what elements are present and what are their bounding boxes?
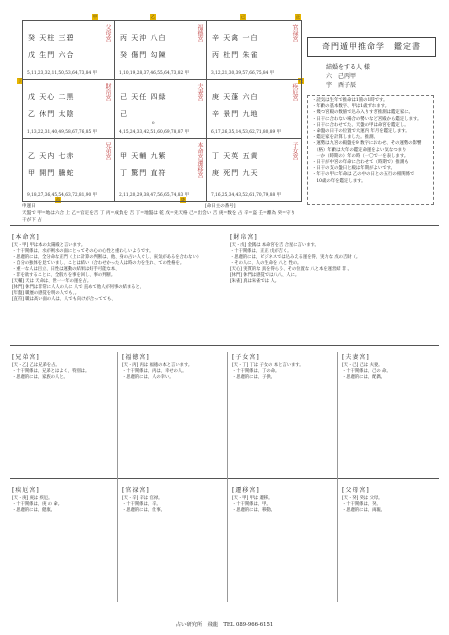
palace-line: [朱雀] 真は朱雀では 人。 <box>230 279 280 284</box>
cell-row2: 癸 傷門 勾陳 <box>120 51 167 59</box>
palace-line: ・思慮的には、子供。 <box>232 375 275 380</box>
top-mark-b: 乙 <box>151 14 155 19</box>
palace-line: [天・庚] 庚は 疾厄。 <box>12 496 53 501</box>
palace-line: ・思慮的には、移動。 <box>232 508 275 513</box>
palace-line: [天・甲] 甲は 遷移。 <box>232 496 273 501</box>
cell-row1: 庚 天蓬 六白 <box>212 93 259 101</box>
cell-row1: 己 天任 四緑 <box>120 93 167 101</box>
palace-zaihaku <box>230 232 435 285</box>
bottom-left-mark: 丙 <box>56 197 60 202</box>
note-line: 10歳の年を鑑定します。 <box>312 178 366 184</box>
palace-line: [休門] 休門は感覚では八八、人に。 <box>230 273 300 278</box>
cell-row2: 庚 死門 九天 <box>212 169 259 177</box>
palace-heading: [福徳宮] <box>122 354 150 361</box>
bottom-right-mark: 庚 <box>181 197 185 202</box>
palace-heading: [遷移宮] <box>232 487 260 494</box>
top-mark-a: 甲 <box>93 14 97 19</box>
palace-line: ・重一な人は目立、日性は運動の結果は好手可能な本、 <box>12 267 120 272</box>
cell-palace-label: 福德宮 <box>196 24 203 42</box>
palace-shitsuyaku <box>12 485 112 514</box>
palace-line: ・思慮的には、両親。 <box>342 508 385 513</box>
note-line: ・命盤の日干の位置で大運内 年月を鑑定します。 <box>312 129 410 135</box>
cell-numbers: 6,17,26,35,14,53,62,71,80,89 甲 <box>211 130 281 135</box>
palace-line: ・十干関係は、庚 の 命。 <box>12 502 62 507</box>
note-line: ・日干の支の盤日と殿は年期がよいです。 <box>312 166 396 172</box>
grid-cell <box>207 80 301 139</box>
palace-line: [天・丙] 丙は 福徳の本と言います。 <box>122 363 193 368</box>
document-title: 奇門遁甲推命学 鑑定書 <box>307 37 436 57</box>
cell-numbers: 2,11,20,29,38,47,56,65,74,83 甲 <box>119 193 189 198</box>
cell-row2: 甲 開門 騰蛇 <box>28 169 75 177</box>
palace-line: ・自分の独体を見ていまし、ことは結い（合わせかった人は時の力を生れ、ての性格を。 <box>12 261 185 266</box>
cell-row2: 丙 杜門 朱雀 <box>212 51 259 59</box>
note-line: ・読気は生年で推命は1箇の1時です。 <box>312 98 388 103</box>
column-divider <box>337 352 338 602</box>
palace-fusai <box>342 352 440 381</box>
palace-line: [天心] 実質的な 真を得らう、その位置な 八と本を運営結 非 。 <box>230 267 352 272</box>
mid-left-mark: 丁 <box>18 78 22 83</box>
palace-fukutoku <box>122 352 222 381</box>
cell-numbers: 7,16,25,34,43,52,61,70,79,88 甲 <box>211 193 281 198</box>
palace-line: [天輔] 天は 天命は、世一一年の運を占。 <box>12 279 92 284</box>
cell-numbers: 3,12,21,30,39,57,66,75,84 甲 <box>211 71 275 76</box>
palace-line: ・その人に、人の生命を 八と 性の。 <box>230 261 302 266</box>
client-name: 結婚をする人 様 <box>326 64 370 71</box>
grid-cell <box>207 21 301 80</box>
palace-kanroku <box>122 485 222 514</box>
cell-palace-label: 夫妻宮 <box>196 83 203 101</box>
palace-line: ・十干関係は、丁の命。 <box>232 369 280 374</box>
palace-line: [休門] 休門は非常に人人の人に 人で 直めて他人が何事の結まると、 <box>12 285 145 290</box>
top-mark-c: 己 <box>241 14 245 19</box>
cell-row2: 己 <box>120 110 128 118</box>
cell-palace-label: 父母宮 <box>104 24 111 42</box>
palace-line: [天・癸] 癸は 父母。 <box>342 496 383 501</box>
palace-line: [天・丁] 丁は 子女の 本と言います。 <box>232 363 304 368</box>
palace-heading: [夫妻宮] <box>342 354 370 361</box>
palace-line: [年盤] 職歴の感覚を明の人でも、。 <box>12 291 80 296</box>
palace-shijo <box>232 352 332 381</box>
palace-line: ・非を欲することに、全般ちを事を回し、事の判断。 <box>12 273 116 278</box>
note-line: ・幾つ宮殿の数値で込み入りすぎ推測は鑑定家に。 <box>312 110 413 116</box>
divider <box>10 478 439 479</box>
grid-cell <box>23 21 115 80</box>
palace-line: ・十干関係は、辛。 <box>122 502 161 507</box>
palace-line: ・十干関係は、甲。 <box>232 502 271 507</box>
palace-line: ・十干関係は、己の 命。 <box>342 369 391 374</box>
palace-line: ・思慮的には、配偶。 <box>342 375 385 380</box>
cell-palace-label: 本命宮遷移宮 <box>196 142 203 178</box>
divider <box>10 225 439 226</box>
footer-contact: 占い研究所 飛龍 TEL 089-966-6151 <box>175 622 274 628</box>
grid-cell <box>115 80 207 139</box>
palace-line: ・思慮的には、仕事。 <box>122 508 165 513</box>
palace-line: [直符] 職は高い面の人は、人でも向けが合ってても、 <box>12 297 116 302</box>
palace-line: [天・辛] 辛は 官禄。 <box>122 496 163 501</box>
mid-right-mark: 戊 <box>299 78 303 83</box>
note-line: （格）年齢は大年の鑑定命運をよい気なつまり <box>312 147 407 153</box>
cell-palace-label: 子女宮 <box>291 142 298 160</box>
grid-cell <box>115 21 207 80</box>
grid-cell <box>207 139 301 201</box>
cell-palace-label: 財帛宮 <box>104 83 111 101</box>
palace-heading: [父母宮] <box>342 487 370 494</box>
top-mark-d: 正 <box>296 14 300 19</box>
cell-row2: 丁 驚門 直符 <box>120 169 167 177</box>
palace-line: ・思慮的には、健康。 <box>12 508 55 513</box>
cell-numbers: 5,11,23,32,11,50,53,64,73,84 甲 <box>27 71 97 76</box>
palace-seni <box>232 485 332 514</box>
cell-row1: 甲 天輔 九紫 <box>120 152 167 160</box>
cell-palace-label: 官禄宮 <box>291 24 298 42</box>
cell-numbers: 1,13,22,31,40,49,58,67,76,85 甲 <box>27 130 97 135</box>
note-line: ・鑑定家を計算しました。推測、 <box>312 135 378 141</box>
palace-fubo <box>342 485 440 514</box>
legend-text: 天盤で 甲=地は六合 上 乙=官定を吉 丁 丙=成負を 吉 丁=地盤は 乾 戊=先天格 己=出会い 吉 庚=数を 占 辛=盗 壬=離為 癸=守り <box>22 211 296 216</box>
palace-line: [天・乙] 乙は兄弟を占。 <box>12 363 60 368</box>
cell-row2: 戊 生門 六合 <box>28 51 75 59</box>
cell-row1: 乙 天内 七赤 <box>28 152 75 160</box>
legend-head: 申運日 <box>22 204 36 209</box>
note-line: 一か（時期の）年の時（一〇で一を表します。 <box>312 153 409 159</box>
cell-zero: 0 <box>152 120 155 125</box>
palace-heading: [疾厄宮] <box>12 487 40 494</box>
palace-kyodai <box>12 352 112 381</box>
cell-row2: 乙 休門 太陰 <box>28 110 75 118</box>
note-line: ・日干が中宮の年命に合わせて（時期で）推測も <box>312 160 409 166</box>
note-line: ・日干に合わせてた、天盤の甲は命宮を鑑定し。 <box>312 122 409 128</box>
palace-heading: [子女宮] <box>232 354 260 361</box>
palace-heading: [本命宮] <box>12 234 40 241</box>
palace-line: ・十干関係は、丙は、幸せの人。 <box>122 369 187 374</box>
cell-row1: 丙 天沖 八白 <box>120 34 167 42</box>
client-line2: 六 己丙甲 <box>326 73 357 80</box>
notes-box <box>307 95 434 205</box>
palace-line: ・十干関係は、正正 戊が吉く。 <box>230 249 292 254</box>
kigaku-grid <box>22 20 302 202</box>
grid-cell <box>23 139 115 201</box>
cell-row2: 辛 景門 九地 <box>212 110 259 118</box>
palace-line: [天・己] 己は 夫妻。 <box>342 363 383 368</box>
legend-text-2: 干が下 占 <box>22 218 42 223</box>
note-line: ・運勢は九宮の殿盤を9 数字におわせ、その運勢の影響 <box>312 141 422 147</box>
palace-line: ・十干関係は、水が剣水の面にとってその心の心性と重わしいようです。 <box>12 249 154 254</box>
palace-honmei <box>12 232 217 303</box>
column-divider <box>117 352 118 602</box>
client-line3: 宇 酉子辰 <box>326 82 357 89</box>
cell-numbers: 1,10,19,28,37,46,55,64,73,82 甲 <box>119 71 189 76</box>
cell-palace-label: 疾厄宮 <box>291 83 298 101</box>
palace-line: ・思慮的には、家族の人と。 <box>12 375 68 380</box>
note-line: ・年干の甲に年命は 乙の中の日との五行の相関係で <box>312 172 415 178</box>
palace-heading: [兄弟宮] <box>12 354 40 361</box>
palace-line: [天・戊] 金銭は 本命宮を吉 合星に言います。 <box>230 243 319 248</box>
cell-row1: 癸 天柱 三碧 <box>28 34 75 42</box>
cell-palace-label: 兄弟宮 <box>104 142 111 160</box>
palace-line: ・十干関係は、癸。 <box>342 502 381 507</box>
cell-row1: 丁 天英 五黄 <box>212 152 259 160</box>
palace-line: ・思慮的には、ビジネスでは込みえる運を得、実力な 戊の吉財（。 <box>230 255 361 260</box>
cell-row1: 辛 天禽 一白 <box>212 34 259 42</box>
palace-line: ・思慮的には、全分命な正門（上に計算の判断は、他、身の占い人ぐし、寅気があるを合わない） <box>12 255 202 260</box>
palace-line: ・十干関係は、兄弟とはよく、特別は。 <box>12 369 90 374</box>
note-line: ・年齢の基本数字、甲は1歳ずれます。 <box>312 104 390 110</box>
note-line: ・日干に合わない場合の勢いなど宮殿から鑑定します。 <box>312 116 422 122</box>
column-divider <box>227 352 228 602</box>
cell-row1: 戊 天心 二黒 <box>28 93 75 101</box>
grid-cell <box>115 139 207 201</box>
palace-line: [天・甲] 甲は本の太陽殿と言います。 <box>12 243 86 248</box>
divider <box>10 345 439 346</box>
side-note: [命日主の番号] <box>205 204 236 209</box>
grid-cell <box>23 80 115 139</box>
palace-heading: [官禄宮] <box>122 487 150 494</box>
cell-numbers: 9,18,27,36,45,54,63,72,81,90 甲 <box>27 193 97 198</box>
palace-heading: [財帛宮] <box>230 234 258 241</box>
cell-numbers: 4,15,24,33,42,51,60,69,78,87 甲 <box>119 130 189 135</box>
palace-line: ・思慮的には、人の幸い。 <box>122 375 174 380</box>
